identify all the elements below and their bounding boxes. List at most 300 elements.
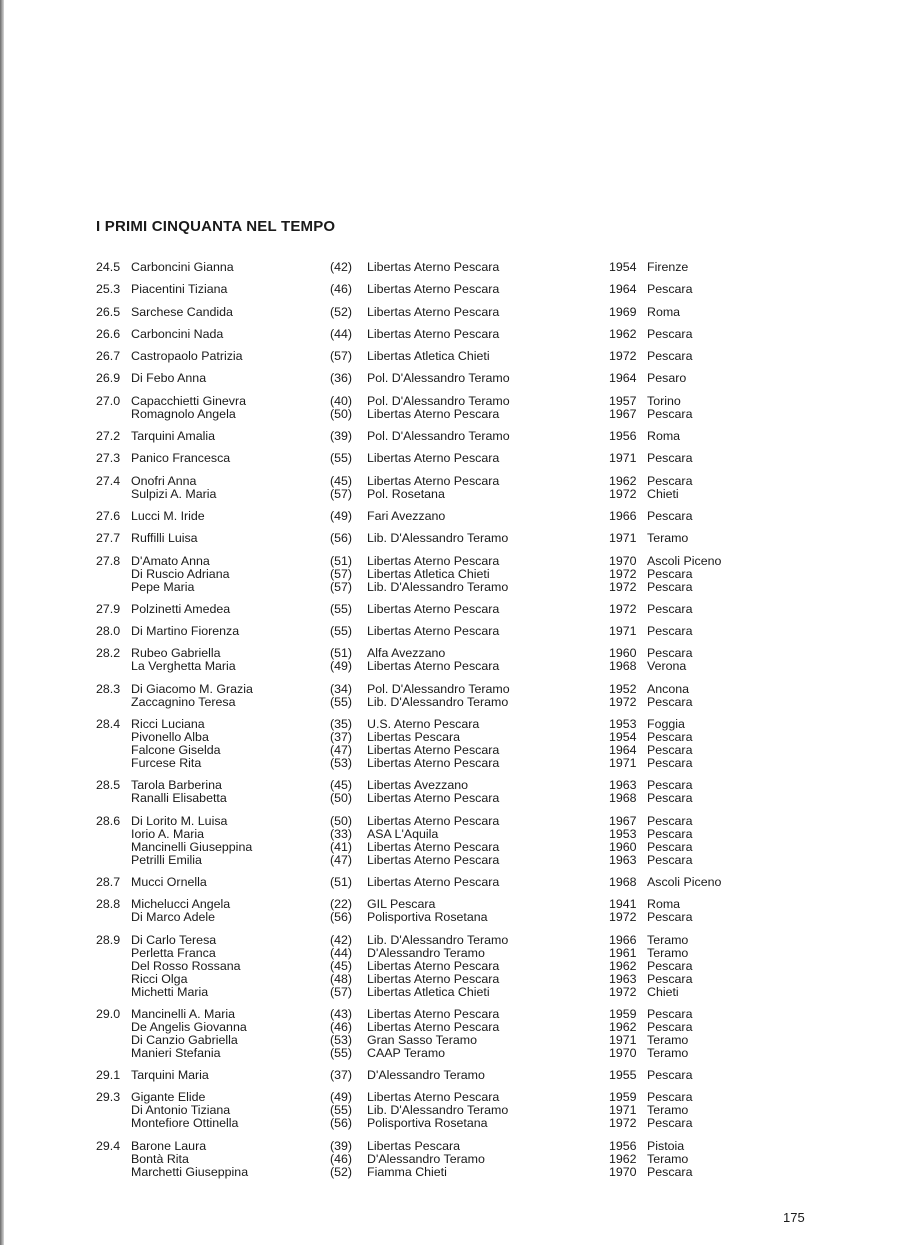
athlete-name: Tarquini Amalia [131,429,216,444]
athlete-name: Furcese Rita [131,756,202,771]
record-city: Ancona [647,681,690,696]
club-name: Lib. D'Alessandro Teramo [367,579,509,594]
result-row [0,1069,900,1082]
club-name: Pol. D'Alessandro Teramo [367,429,510,444]
club-name: Libertas Aterno Pescara [367,958,500,973]
record-city: Chieti [647,984,679,999]
record-year: 1971 [609,624,637,639]
birth-year: (56) [330,531,353,546]
record-city: Roma [647,429,681,444]
record-year: 1968 [609,791,637,806]
result-row [0,452,900,465]
record-city: Teramo [647,945,689,960]
athlete-name: Di Febo Anna [131,371,207,386]
record-city: Teramo [647,1032,689,1047]
club-name: Gran Sasso Teramo [367,1032,477,1047]
record-year: 1960 [609,839,637,854]
result-row [0,510,900,523]
athlete-name: Lucci M. Iride [131,508,205,523]
record-city: Pescara [647,756,693,771]
birth-year: (57) [330,349,353,364]
record-city: Roma [647,897,681,912]
record-year: 1967 [609,406,637,421]
athlete-name: Panico Francesca [131,451,231,466]
record-city: Ascoli Piceno [647,874,722,889]
club-name: D'Alessandro Teramo [367,1068,485,1083]
record-year: 1972 [609,910,637,925]
result-time: 29.0 [96,1006,121,1021]
result-row [0,934,900,947]
record-city: Pescara [647,730,693,745]
record-year: 1964 [609,371,637,386]
result-row [0,328,900,341]
result-row [0,306,900,319]
birth-year: (55) [330,451,353,466]
birth-year: (50) [330,406,353,421]
record-year: 1971 [609,1032,637,1047]
club-name: Lib. D'Alessandro Teramo [367,1103,509,1118]
birth-year: (41) [330,839,353,854]
record-city: Ascoli Piceno [647,553,722,568]
result-group [0,815,900,867]
record-city: Pescara [647,508,693,523]
athlete-name: Polzinetti Amedea [131,601,231,616]
record-city: Pistoia [647,1138,685,1153]
record-year: 1971 [609,1103,637,1118]
record-city: Pescara [647,971,693,986]
result-group [0,261,900,274]
record-year: 1957 [609,393,637,408]
record-city: Teramo [647,1103,689,1118]
club-name: Libertas Aterno Pescara [367,601,500,616]
record-year: 1964 [609,743,637,758]
club-name: Libertas Aterno Pescara [367,874,500,889]
athlete-name: Falcone Giselda [131,743,221,758]
result-time: 28.7 [96,874,121,889]
birth-year: (55) [330,601,353,616]
athlete-name: Del Rosso Rossana [131,958,241,973]
birth-year: (52) [330,304,353,319]
result-time: 29.4 [96,1138,121,1153]
result-group [0,283,900,296]
athlete-name: Mancinelli A. Maria [131,1006,235,1021]
birth-year: (40) [330,393,353,408]
birth-year: (55) [330,1103,353,1118]
birth-year: (39) [330,429,353,444]
birth-year: (55) [330,624,353,639]
birth-year: (46) [330,282,353,297]
result-group [0,1140,900,1179]
result-group [0,1091,900,1130]
birth-year: (45) [330,778,353,793]
result-group [0,647,900,673]
club-name: Pol. Rosetana [367,486,445,501]
birth-year: (49) [330,508,353,523]
page-title: I PRIMI CINQUANTA NEL TEMPO [96,218,336,235]
athlete-name: Iorio A. Maria [131,826,204,841]
record-year: 1961 [609,945,637,960]
athlete-name: Ranalli Elisabetta [131,791,227,806]
result-group [0,430,900,443]
record-year: 1972 [609,694,637,709]
record-city: Firenze [647,260,689,274]
record-year: 1959 [609,1090,637,1105]
birth-year: (48) [330,971,353,986]
birth-year: (46) [330,1019,353,1034]
record-city: Pescara [647,566,693,581]
athlete-name: Michetti Maria [131,984,209,999]
record-city: Pescara [647,473,693,488]
birth-year: (56) [330,910,353,925]
club-name: Pol. D'Alessandro Teramo [367,393,510,408]
result-time: 28.2 [96,646,121,661]
record-year: 1969 [609,304,637,319]
result-row [0,283,900,296]
record-year: 1968 [609,874,637,889]
birth-year: (50) [330,813,353,828]
birth-year: (42) [330,260,353,274]
club-name: Lib. D'Alessandro Teramo [367,531,509,546]
club-name: ASA L'Aquila [367,826,439,841]
athlete-name: Rubeo Gabriella [131,646,221,661]
club-name: Libertas Pescara [367,730,460,745]
birth-year: (34) [330,681,353,696]
result-time: 27.3 [96,451,121,466]
record-city: Pescara [647,1116,693,1131]
result-row [0,603,900,616]
record-year: 1972 [609,486,637,501]
result-row [0,568,900,581]
birth-year: (51) [330,553,353,568]
record-city: Pescara [647,1068,693,1083]
club-name: Libertas Aterno Pescara [367,813,500,828]
result-row [0,581,900,594]
record-year: 1972 [609,601,637,616]
result-time: 27.4 [96,473,121,488]
record-year: 1970 [609,1164,637,1179]
athlete-name: Sulpizi A. Maria [131,486,217,501]
result-group [0,898,900,924]
birth-year: (57) [330,579,353,594]
result-time: 26.5 [96,304,121,319]
club-name: Libertas Aterno Pescara [367,624,500,639]
athlete-name: Castropaolo Patrizia [131,349,243,364]
birth-year: (56) [330,1116,353,1131]
club-name: Libertas Atletica Chieti [367,349,490,364]
athlete-name: Barone Laura [131,1138,207,1153]
club-name: Fiamma Chieti [367,1164,447,1179]
athlete-name: Ruffilli Luisa [131,531,198,546]
club-name: Lib. D'Alessandro Teramo [367,694,509,709]
record-city: Teramo [647,1045,689,1060]
athlete-name: Piacentini Tiziana [131,282,228,297]
result-time: 26.9 [96,371,121,386]
athlete-name: Zaccagnino Teresa [131,694,236,709]
record-city: Pescara [647,958,693,973]
athlete-name: Capacchietti Ginevra [131,393,247,408]
record-year: 1972 [609,984,637,999]
athlete-name: Ricci Olga [131,971,188,986]
club-name: Libertas Atletica Chieti [367,984,490,999]
record-city: Teramo [647,531,689,546]
result-row [0,960,900,973]
result-time: 27.2 [96,429,121,444]
record-year: 1952 [609,681,637,696]
athlete-name: Manieri Stefania [131,1045,221,1060]
birth-year: (55) [330,1045,353,1060]
result-row [0,350,900,363]
record-year: 1962 [609,326,637,341]
result-row [0,683,900,696]
club-name: Libertas Aterno Pescara [367,852,500,867]
record-city: Pescara [647,910,693,925]
birth-year: (33) [330,826,353,841]
page-number: 175 [783,1210,805,1225]
record-year: 1955 [609,1068,637,1083]
result-time: 28.9 [96,932,121,947]
result-row [0,475,900,488]
result-row [0,947,900,960]
result-group [0,372,900,385]
record-year: 1953 [609,717,637,732]
result-row [0,986,900,999]
record-city: Pescara [647,826,693,841]
athlete-name: Pivonello Alba [131,730,209,745]
athlete-name: Di Marco Adele [131,910,216,925]
athlete-name: Di Canzio Gabriella [131,1032,238,1047]
birth-year: (46) [330,1151,353,1166]
result-time: 26.7 [96,349,121,364]
athlete-name: Di Martino Fiorenza [131,624,240,639]
club-name: Alfa Avezzano [367,646,446,661]
club-name: Libertas Aterno Pescara [367,553,500,568]
club-name: Libertas Atletica Chieti [367,566,490,581]
result-time: 26.6 [96,326,121,341]
club-name: GIL Pescara [367,897,436,912]
record-year: 1971 [609,531,637,546]
record-city: Teramo [647,1151,689,1166]
birth-year: (57) [330,984,353,999]
result-row [0,1140,900,1153]
result-group [0,510,900,523]
athlete-name: Gigante Elide [131,1090,206,1105]
record-city: Pescara [647,778,693,793]
record-year: 1963 [609,852,637,867]
result-row [0,1166,900,1179]
athlete-name: Mucci Ornella [131,874,207,889]
club-name: Libertas Aterno Pescara [367,473,500,488]
record-year: 1970 [609,553,637,568]
athlete-name: D'Amato Anna [131,553,210,568]
club-name: Polisportiva Rosetana [367,910,488,925]
birth-year: (22) [330,897,353,912]
birth-year: (51) [330,646,353,661]
birth-year: (36) [330,371,353,386]
athlete-name: Di Lorito M. Luisa [131,813,228,828]
result-group [0,876,900,889]
result-group [0,718,900,770]
result-time: 29.1 [96,1068,121,1083]
result-row [0,815,900,828]
result-row [0,261,900,274]
result-row [0,488,900,501]
record-year: 1963 [609,778,637,793]
athlete-name: Di Ruscio Adriana [131,566,230,581]
athlete-name: La Verghetta Maria [131,659,236,674]
athlete-name: Marchetti Giuseppina [131,1164,249,1179]
birth-year: (42) [330,932,353,947]
club-name: Libertas Aterno Pescara [367,756,500,771]
record-year: 1960 [609,646,637,661]
club-name: Pol. D'Alessandro Teramo [367,681,510,696]
result-group [0,934,900,999]
record-city: Pescara [647,791,693,806]
result-time: 29.3 [96,1090,121,1105]
record-year: 1962 [609,473,637,488]
record-year: 1964 [609,282,637,297]
birth-year: (39) [330,1138,353,1153]
athlete-name: Tarquini Maria [131,1068,209,1083]
club-name: Libertas Pescara [367,1138,460,1153]
record-year: 1968 [609,659,637,674]
result-row [0,430,900,443]
athlete-name: Di Giacomo M. Grazia [131,681,253,696]
result-row [0,1008,900,1021]
athlete-name: Sarchese Candida [131,304,233,319]
result-row [0,1047,900,1060]
birth-year: (35) [330,717,353,732]
birth-year: (45) [330,473,353,488]
record-city: Pescara [647,624,693,639]
record-year: 1966 [609,932,637,947]
result-time: 27.7 [96,531,121,546]
record-city: Teramo [647,932,689,947]
birth-year: (49) [330,1090,353,1105]
record-year: 1962 [609,958,637,973]
result-row [0,1021,900,1034]
result-group [0,350,900,363]
club-name: Pol. D'Alessandro Teramo [367,371,510,386]
record-city: Pescara [647,852,693,867]
result-time: 28.8 [96,897,121,912]
birth-year: (50) [330,791,353,806]
result-row [0,1117,900,1130]
birth-year: (53) [330,1032,353,1047]
result-time: 27.6 [96,508,121,523]
club-name: Libertas Aterno Pescara [367,1090,500,1105]
birth-year: (44) [330,326,353,341]
athlete-name: De Angelis Giovanna [131,1019,247,1034]
club-name: Libertas Aterno Pescara [367,304,500,319]
result-group [0,395,900,421]
club-name: Libertas Aterno Pescara [367,743,500,758]
club-name: Libertas Aterno Pescara [367,839,500,854]
result-row [0,841,900,854]
result-time: 28.0 [96,624,121,639]
record-year: 1970 [609,1045,637,1060]
result-row [0,792,900,805]
result-time: 28.6 [96,813,121,828]
record-year: 1972 [609,566,637,581]
record-city: Chieti [647,486,679,501]
birth-year: (47) [330,852,353,867]
athlete-name: Perletta Franca [131,945,216,960]
birth-year: (43) [330,1006,353,1021]
record-city: Pescara [647,839,693,854]
birth-year: (57) [330,566,353,581]
record-city: Pesaro [647,371,687,386]
athlete-name: Mancinelli Giuseppina [131,839,253,854]
record-city: Pescara [647,601,693,616]
record-year: 1967 [609,813,637,828]
club-name: Libertas Aterno Pescara [367,282,500,297]
record-city: Pescara [647,579,693,594]
record-year: 1959 [609,1006,637,1021]
record-city: Pescara [647,406,693,421]
result-row [0,395,900,408]
result-row [0,625,900,638]
club-name: Libertas Aterno Pescara [367,451,500,466]
birth-year: (55) [330,694,353,709]
result-group [0,475,900,501]
result-time: 28.3 [96,681,121,696]
record-city: Pescara [647,1164,693,1179]
record-city: Pescara [647,1006,693,1021]
record-year: 1953 [609,826,637,841]
birth-year: (49) [330,659,353,674]
result-time: 27.8 [96,553,121,568]
result-time: 27.9 [96,601,121,616]
athlete-name: Di Carlo Teresa [131,932,217,947]
result-group [0,603,900,616]
result-row [0,555,900,568]
birth-year: (51) [330,874,353,889]
record-year: 1956 [609,429,637,444]
result-group [0,306,900,319]
athlete-name: Montefiore Ottinella [131,1116,239,1131]
birth-year: (57) [330,486,353,501]
club-name: Libertas Aterno Pescara [367,1019,500,1034]
athlete-name: Michelucci Angela [131,897,231,912]
club-name: Libertas Aterno Pescara [367,659,500,674]
record-city: Pescara [647,646,693,661]
result-time: 27.0 [96,393,121,408]
record-year: 1972 [609,579,637,594]
result-row [0,408,900,421]
birth-year: (44) [330,945,353,960]
record-city: Roma [647,304,681,319]
club-name: Polisportiva Rosetana [367,1116,488,1131]
birth-year: (53) [330,756,353,771]
result-group [0,532,900,545]
club-name: Fari Avezzano [367,508,446,523]
result-time: 24.5 [96,260,121,274]
result-row [0,1034,900,1047]
record-year: 1956 [609,1138,637,1153]
club-name: Lib. D'Alessandro Teramo [367,932,509,947]
record-city: Torino [647,393,681,408]
record-city: Pescara [647,282,693,297]
result-group [0,452,900,465]
result-group [0,555,900,594]
record-city: Foggia [647,717,685,732]
birth-year: (37) [330,1068,353,1083]
record-year: 1941 [609,897,637,912]
record-year: 1954 [609,260,637,274]
athlete-name: Petrilli Emilia [131,852,202,867]
record-city: Pescara [647,1090,693,1105]
record-city: Pescara [647,694,693,709]
